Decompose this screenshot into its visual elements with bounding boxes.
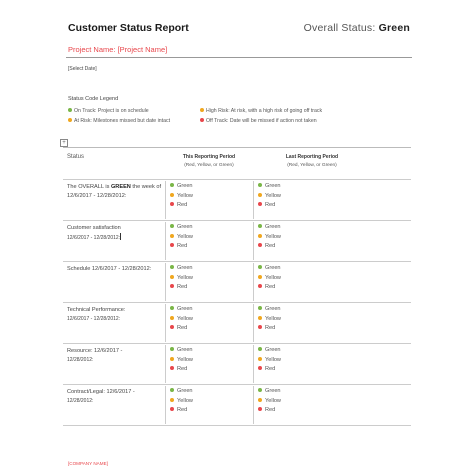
option-label: Yellow	[177, 233, 193, 240]
option-red[interactable]	[170, 242, 193, 252]
green-dot-icon	[258, 347, 262, 351]
red-dot-icon	[170, 325, 174, 329]
option-label: Green	[265, 306, 281, 312]
yellow-dot-icon	[170, 398, 174, 402]
row-label	[67, 265, 165, 274]
row-label-date: 12/6/2017 - 12/28/2012:	[67, 316, 121, 322]
green-dot-icon	[170, 265, 174, 269]
this-period-options	[170, 305, 193, 334]
option-label: Green	[265, 265, 281, 271]
green-dot-icon	[258, 224, 262, 228]
red-dot-icon	[258, 325, 262, 329]
red-dot-icon	[170, 202, 174, 206]
green-dot-icon	[258, 388, 262, 392]
row-label	[67, 306, 165, 324]
green-dot-icon	[170, 306, 174, 310]
row-label	[67, 224, 165, 243]
option-label: Yellow	[265, 397, 281, 404]
column-divider	[165, 345, 166, 383]
column-divider	[253, 386, 254, 424]
option-label: Red	[177, 407, 188, 413]
option-green[interactable]	[258, 182, 281, 192]
option-label: Yellow	[265, 192, 281, 199]
row-label-text: Resource: 12/6/2017 -	[67, 348, 123, 354]
legend-item-off-track	[200, 118, 317, 124]
this-period-options	[170, 346, 193, 375]
option-green[interactable]	[258, 387, 281, 397]
option-red[interactable]	[258, 201, 281, 211]
green-dot-icon	[170, 347, 174, 351]
green-dot-icon	[170, 388, 174, 392]
table-row-overall	[63, 180, 411, 221]
legend-item-high-risk	[200, 108, 322, 114]
orange-dot-icon	[200, 108, 204, 112]
option-yellow[interactable]	[170, 397, 193, 407]
last-period-header	[263, 154, 361, 168]
last-period-title: Last Reporting Period	[285, 154, 339, 160]
legend-text: Off Track: Date will be missed if action not taken	[206, 118, 317, 124]
option-label: Green	[265, 388, 281, 394]
option-red[interactable]	[170, 201, 193, 211]
text-cursor	[120, 233, 121, 240]
option-green[interactable]	[170, 387, 193, 397]
yellow-dot-icon	[170, 193, 174, 197]
option-label: Yellow	[265, 356, 281, 363]
option-label: Red	[265, 284, 276, 290]
table-row-customer-satisfaction	[63, 221, 411, 262]
row-label-text: Contract/Legal: 12/6/2017 -	[67, 389, 135, 395]
option-red[interactable]	[170, 283, 193, 293]
option-label: Green	[177, 224, 193, 230]
option-green[interactable]	[170, 346, 193, 356]
yellow-dot-icon	[68, 118, 72, 122]
last-period-subtitle: (Red, Yellow, or Green)	[287, 163, 337, 168]
red-dot-icon	[170, 366, 174, 370]
last-period-options	[258, 223, 281, 252]
row-label-text: the week of 12/6/2017 - 12/28/2012:	[67, 184, 162, 199]
option-label: Yellow	[177, 274, 193, 281]
column-divider	[253, 345, 254, 383]
yellow-dot-icon	[170, 234, 174, 238]
red-dot-icon	[258, 366, 262, 370]
option-green[interactable]	[258, 223, 281, 233]
option-label: Green	[265, 347, 281, 353]
last-period-options	[258, 305, 281, 334]
option-label: Green	[177, 183, 193, 189]
green-dot-icon	[68, 108, 72, 112]
option-label: Green	[265, 224, 281, 230]
column-divider	[165, 304, 166, 342]
option-yellow[interactable]	[170, 315, 193, 325]
red-dot-icon	[258, 243, 262, 247]
row-label-emphasis: GREEN	[110, 184, 131, 190]
green-dot-icon	[258, 306, 262, 310]
row-label-date: 12/28/2012:	[67, 357, 94, 363]
option-red[interactable]	[258, 242, 281, 252]
column-divider	[165, 263, 166, 301]
table-row-resource	[63, 344, 411, 385]
option-label: Yellow	[177, 192, 193, 199]
project-name-field[interactable]: Project Name: [Project Name]	[68, 45, 168, 54]
legend-item-on-track	[68, 108, 149, 114]
column-divider	[253, 222, 254, 260]
option-label: Green	[177, 265, 193, 271]
table-row-contract-legal	[63, 385, 411, 426]
row-label	[67, 388, 165, 406]
option-green[interactable]	[258, 346, 281, 356]
option-label: Yellow	[265, 315, 281, 322]
red-dot-icon	[258, 284, 262, 288]
legend-heading: Status Code Legend	[68, 96, 119, 102]
option-green[interactable]	[170, 305, 193, 315]
red-dot-icon	[170, 284, 174, 288]
option-yellow[interactable]	[258, 356, 281, 366]
report-title: Customer Status Report	[68, 22, 189, 34]
this-period-options	[170, 387, 193, 416]
row-label-text: Technical Performance:	[67, 307, 126, 313]
option-yellow[interactable]	[258, 233, 281, 243]
option-yellow[interactable]	[258, 397, 281, 407]
this-period-title: This Reporting Period	[182, 154, 236, 160]
red-dot-icon	[170, 243, 174, 247]
this-period-options	[170, 182, 193, 211]
column-divider	[253, 304, 254, 342]
green-dot-icon	[170, 183, 174, 187]
row-label-text: Schedule 12/6/2017 - 12/28/2012:	[67, 266, 152, 272]
table-header-row	[63, 148, 411, 180]
table-row-technical-performance	[63, 303, 411, 344]
legend-text: On Track: Project is on schedule	[74, 108, 149, 114]
this-period-subtitle: (Red, Yellow, or Green)	[184, 163, 234, 168]
company-name-footer[interactable]: [COMPANY NAME]	[68, 461, 108, 466]
last-period-options	[258, 387, 281, 416]
yellow-dot-icon	[258, 357, 262, 361]
row-label	[67, 183, 165, 201]
column-divider	[165, 222, 166, 260]
yellow-dot-icon	[258, 234, 262, 238]
table-move-handle-icon[interactable]: +	[60, 139, 68, 147]
option-label: Red	[265, 366, 276, 372]
green-dot-icon	[258, 265, 262, 269]
option-green[interactable]	[258, 264, 281, 274]
option-yellow[interactable]	[170, 192, 193, 202]
table-row-schedule	[63, 262, 411, 303]
this-period-options	[170, 223, 193, 252]
this-period-options	[170, 264, 193, 293]
option-label: Red	[177, 284, 188, 290]
option-green[interactable]	[170, 182, 193, 192]
option-green[interactable]	[170, 223, 193, 233]
option-label: Green	[177, 388, 193, 394]
option-label: Yellow	[265, 233, 281, 240]
overall-status-label: Overall Status:	[303, 22, 376, 34]
last-period-options	[258, 182, 281, 211]
title-divider	[66, 57, 412, 58]
option-label: Green	[177, 347, 193, 353]
column-divider	[253, 181, 254, 219]
option-label: Yellow	[265, 274, 281, 281]
option-yellow[interactable]	[258, 192, 281, 202]
last-period-options	[258, 346, 281, 375]
option-label: Red	[177, 243, 188, 249]
row-label-date: 12/6/2017 - 12/28/2012:	[67, 235, 121, 241]
option-yellow[interactable]	[170, 233, 193, 243]
row-label-date: 12/28/2012:	[67, 398, 94, 404]
yellow-dot-icon	[258, 275, 262, 279]
option-label: Red	[177, 325, 188, 331]
option-red[interactable]	[258, 324, 281, 334]
status-column-header: Status	[67, 154, 85, 160]
option-label: Red	[265, 243, 276, 249]
red-dot-icon	[258, 407, 262, 411]
option-label: Yellow	[177, 356, 193, 363]
option-red[interactable]	[170, 406, 193, 416]
option-red[interactable]	[258, 406, 281, 416]
option-label: Yellow	[177, 397, 193, 404]
green-dot-icon	[170, 224, 174, 228]
row-label-text: The OVERALL is	[67, 184, 111, 190]
option-green[interactable]	[170, 264, 193, 274]
date-picker[interactable]: [Select Date]	[68, 66, 97, 72]
option-label: Red	[177, 366, 188, 372]
green-dot-icon	[258, 183, 262, 187]
column-divider	[165, 181, 166, 219]
option-label: Red	[177, 202, 188, 208]
option-label: Red	[265, 325, 276, 331]
row-label	[67, 347, 165, 365]
last-period-options	[258, 264, 281, 293]
option-red[interactable]	[170, 365, 193, 375]
option-red[interactable]	[170, 324, 193, 334]
option-yellow[interactable]	[170, 356, 193, 366]
option-label: Red	[265, 407, 276, 413]
option-label: Red	[265, 202, 276, 208]
status-table	[63, 147, 411, 426]
red-dot-icon	[170, 407, 174, 411]
row-label-text: Customer satisfaction	[67, 225, 121, 231]
yellow-dot-icon	[170, 316, 174, 320]
option-yellow[interactable]	[258, 315, 281, 325]
yellow-dot-icon	[258, 316, 262, 320]
overall-status-value[interactable]: Green	[378, 22, 410, 34]
yellow-dot-icon	[258, 398, 262, 402]
option-label: Yellow	[177, 315, 193, 322]
yellow-dot-icon	[170, 357, 174, 361]
red-dot-icon	[200, 118, 204, 122]
column-divider	[253, 263, 254, 301]
legend-text: At Risk: Milestones missed but date intact	[74, 118, 171, 124]
yellow-dot-icon	[170, 275, 174, 279]
overall-status	[304, 22, 410, 34]
option-label: Green	[177, 306, 193, 312]
option-yellow[interactable]	[170, 274, 193, 284]
option-red[interactable]	[258, 283, 281, 293]
option-red[interactable]	[258, 365, 281, 375]
yellow-dot-icon	[258, 193, 262, 197]
this-period-header	[165, 154, 253, 168]
red-dot-icon	[258, 202, 262, 206]
option-label: Green	[265, 183, 281, 189]
legend-item-at-risk	[68, 118, 170, 124]
option-green[interactable]	[258, 305, 281, 315]
legend-text: High Risk: At risk, with a high risk of going off track	[206, 108, 323, 114]
column-divider	[165, 386, 166, 424]
option-yellow[interactable]	[258, 274, 281, 284]
